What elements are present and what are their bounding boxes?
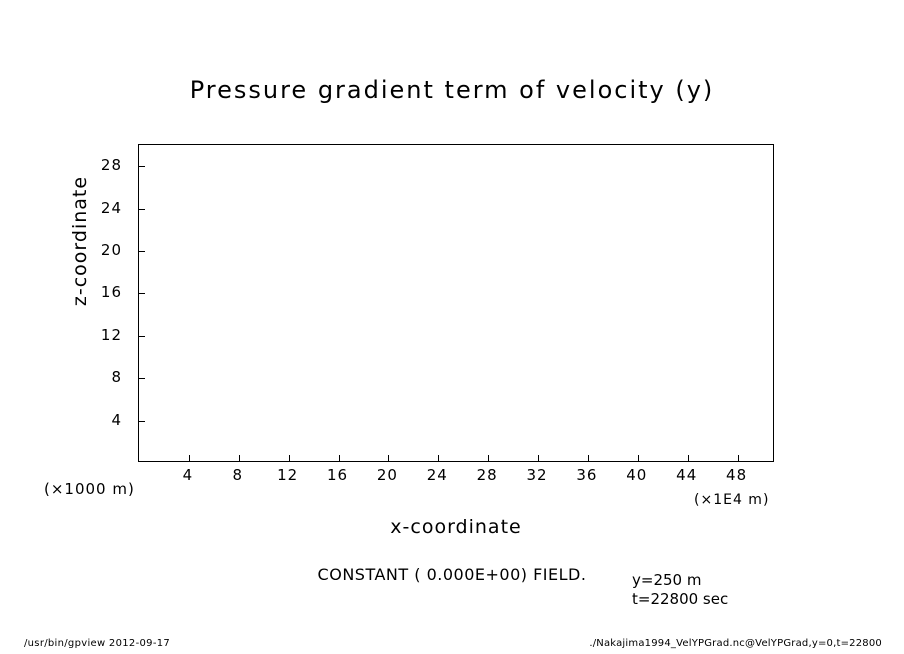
y-tick-label: 24 [100, 198, 122, 217]
x-axis-unit-label: (×1E4 m) [694, 492, 770, 508]
plot-area [138, 144, 774, 462]
y-tick-mark [138, 293, 145, 294]
y-tick-label: 28 [100, 156, 122, 175]
x-tick-mark [588, 455, 589, 462]
slice-annotations [632, 571, 728, 609]
x-tick-label: 28 [476, 466, 498, 484]
x-tick-label: 12 [277, 466, 299, 484]
y-tick-mark [138, 251, 145, 252]
x-tick-label: 4 [182, 466, 194, 484]
x-tick-label: 24 [426, 466, 448, 484]
y-tick-mark [138, 209, 145, 210]
y-tick-label: 12 [100, 325, 122, 344]
annotation-y-slice: y=250 m [632, 571, 702, 589]
x-tick-label: 40 [626, 466, 648, 484]
x-tick-mark [339, 455, 340, 462]
y-tick-label: 4 [111, 410, 122, 429]
y-tick-label: 8 [111, 368, 122, 387]
page-title: Pressure gradient term of velocity (y) [189, 76, 715, 104]
annotation-t-slice: t=22800 sec [632, 590, 729, 608]
x-tick-label: 32 [526, 466, 548, 484]
x-tick-mark [688, 455, 689, 462]
x-tick-mark [388, 455, 389, 462]
y-tick-label: 20 [100, 241, 122, 259]
x-tick-mark [638, 455, 639, 462]
x-tick-mark [538, 455, 539, 462]
y-tick-mark [138, 421, 145, 422]
x-tick-label: 48 [726, 466, 748, 484]
x-tick-mark [738, 455, 739, 462]
footer-command: /usr/bin/gpview 2012-09-17 [24, 638, 171, 649]
y-tick-label: 16 [100, 283, 122, 302]
x-tick-label: 16 [326, 466, 349, 484]
y-tick-mark [138, 336, 145, 337]
y-tick-mark [138, 378, 145, 379]
x-tick-mark [289, 455, 290, 462]
x-tick-label: 36 [576, 466, 598, 484]
x-tick-mark [438, 455, 439, 462]
x-tick-mark [239, 455, 240, 462]
y-axis-title: z-coordinate [69, 175, 91, 307]
x-axis-title: x-coordinate [390, 516, 522, 538]
constant-field-note: CONSTANT ( 0.000E+00) FIELD. [317, 565, 587, 584]
x-tick-label: 44 [676, 466, 698, 484]
footer-source: ./Nakajima1994_VelYPGrad.nc@VelYPGrad,y=0,t=22800 [589, 638, 882, 649]
x-tick-mark [488, 455, 489, 462]
y-axis-unit-label: (×1000 m) [44, 480, 135, 498]
x-tick-mark [189, 455, 190, 462]
y-tick-mark [138, 166, 145, 167]
x-tick-label: 20 [376, 466, 398, 484]
x-tick-label: 8 [232, 466, 244, 484]
